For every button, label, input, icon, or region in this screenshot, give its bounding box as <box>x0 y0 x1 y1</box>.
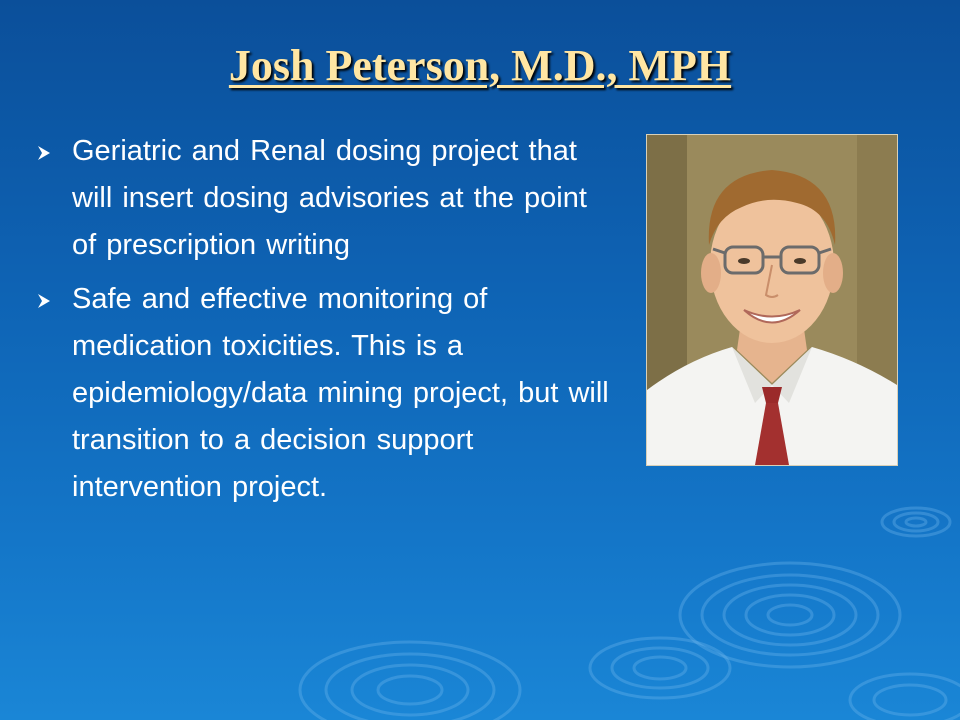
arrowhead-bullet-icon <box>36 293 52 309</box>
bullet-item-monitoring <box>36 276 616 511</box>
bullet-list <box>36 128 616 518</box>
portrait-illustration <box>647 135 897 465</box>
bullet-text-monitoring: Safe and effective monitoring of medication toxicities. This is a epidemiology/data mining project, but will transition to a decision support intervention project. <box>72 283 609 503</box>
portrait-photo <box>646 134 898 466</box>
bullet-item-dosing <box>36 128 616 269</box>
arrowhead-bullet-icon <box>36 145 52 161</box>
bullet-text-dosing: Geriatric and Renal dosing project that will insert dosing advisories at the point of prescription writing <box>72 135 587 261</box>
slide-title: Josh Peterson, M.D., MPH <box>228 41 732 90</box>
